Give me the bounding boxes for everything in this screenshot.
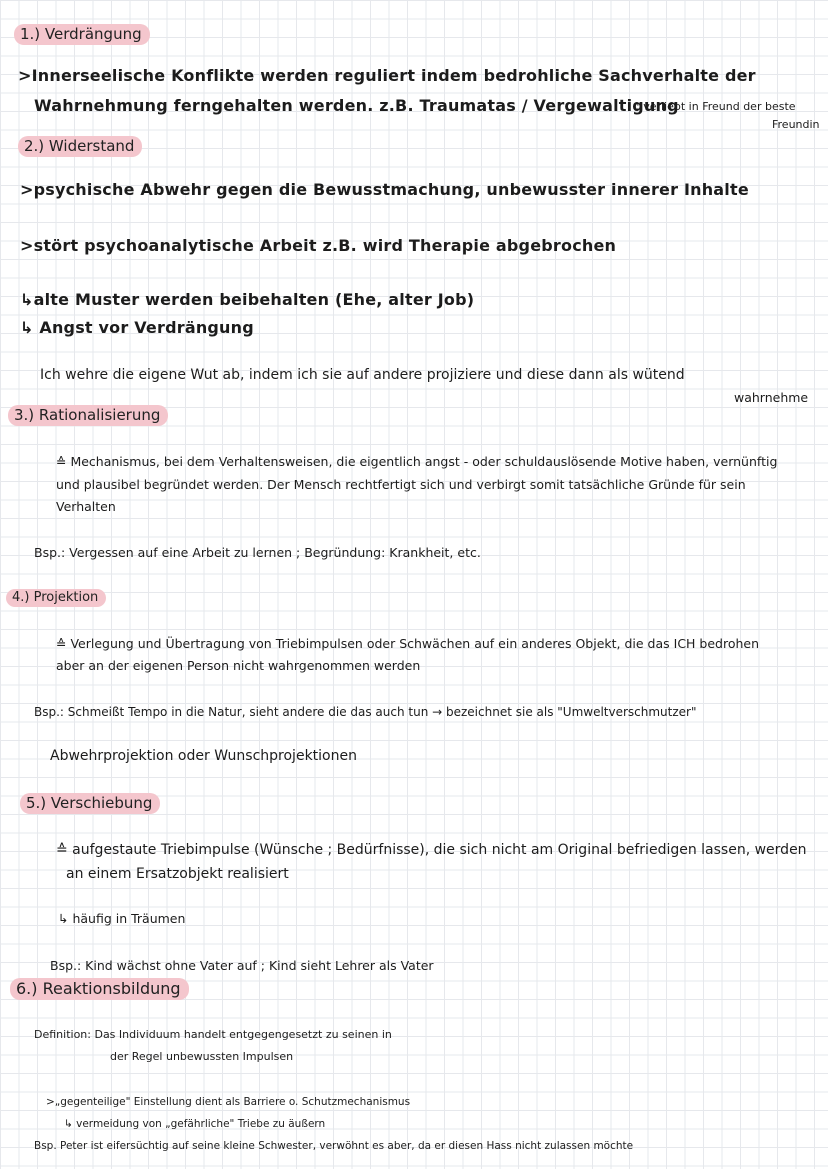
verschiebung-example: Bsp.: Kind wächst ohne Vater auf ; Kind sieht Lehrer als Vater	[50, 958, 434, 973]
rationalisierung-def-1: ≙ Mechanismus, bei dem Verhaltensweisen, die eigentlich angst - oder schuldauslösende Motive haben, vernünftig	[56, 454, 778, 469]
projektion-def-2: aber an der eigenen Person nicht wahrgenommen werden	[56, 658, 421, 673]
rationalisierung-def-2: und plausibel begründet werden. Der Mensch rechtfertigt sich und verbirgt somit tatsächliche Gründe für sein	[56, 477, 746, 492]
rationalisierung-def-3: Verhalten	[56, 499, 116, 514]
heading-widerstand: 2.) Widerstand	[18, 136, 142, 157]
reaktionsbildung-def-2: der Regel unbewussten Impulsen	[110, 1050, 294, 1063]
heading-projektion: 4.) Projektion	[6, 589, 106, 607]
rationalisierung-example: Bsp.: Vergessen auf eine Arbeit zu lernen ; Begründung: Krankheit, etc.	[34, 545, 481, 560]
widerstand-line-2: >stört psychoanalytische Arbeit z.B. wird Therapie abgebrochen	[20, 236, 617, 255]
verdraengung-line-1: >Innerseelische Konflikte werden reguliert indem bedrohliche Sachverhalte der	[18, 66, 756, 85]
widerstand-example-2: wahrnehme	[734, 390, 809, 405]
verschiebung-note: ↳ häufig in Träumen	[58, 911, 186, 926]
heading-rationalisierung: 3.) Rationalisierung	[8, 405, 168, 426]
reaktionsbildung-example: Bsp. Peter ist eifersüchtig auf seine kleine Schwester, verwöhnt es aber, da er diesen Hass nicht zulassen möchte	[34, 1140, 634, 1152]
widerstand-example: Ich wehre die eigene Wut ab, indem ich sie auf andere projiziere und diese dann als wütend	[40, 367, 685, 383]
heading-reaktionsbildung: 6.) Reaktionsbildung	[10, 978, 189, 1000]
verdraengung-note-2: Freundin	[772, 118, 820, 131]
reaktionsbildung-note-2: ↳ vermeidung von „gefährliche" Triebe zu äußern	[64, 1118, 326, 1130]
verschiebung-def-1: ≙ aufgestaute Triebimpulse (Wünsche ; Bedürfnisse), die sich nicht am Original befriedigen lassen, werden	[56, 842, 807, 858]
projektion-example: Bsp.: Schmeißt Tempo in die Natur, sieht andere die das auch tun → bezeichnet sie als "Umweltverschmutzer"	[34, 705, 697, 719]
verdraengung-line-2: Wahrnehmung ferngehalten werden. z.B. Traumatas / Vergewaltigung	[34, 96, 679, 115]
projektion-types: Abwehrprojektion oder Wunschprojektionen	[50, 748, 357, 764]
verschiebung-def-2: an einem Ersatzobjekt realisiert	[66, 866, 289, 882]
widerstand-line-4: ↳ Angst vor Verdrängung	[20, 318, 254, 337]
widerstand-line-3: ↳alte Muster werden beibehalten (Ehe, alter Job)	[20, 290, 475, 309]
reaktionsbildung-def-1: Definition: Das Individuum handelt entgegengesetzt zu seinen in	[34, 1028, 392, 1041]
verdraengung-note: ; verliebt in Freund der beste	[636, 100, 796, 113]
widerstand-line-1: >psychische Abwehr gegen die Bewusstmachung, unbewusster innerer Inhalte	[20, 180, 749, 199]
reaktionsbildung-note-1: >„gegenteilige" Einstellung dient als Barriere o. Schutzmechanismus	[46, 1096, 411, 1108]
heading-verschiebung: 5.) Verschiebung	[20, 793, 160, 814]
projektion-def-1: ≙ Verlegung und Übertragung von Triebimpulsen oder Schwächen auf ein anderes Objekt, die das ICH bedrohen	[56, 636, 760, 651]
heading-verdraengung: 1.) Verdrängung	[14, 24, 150, 45]
